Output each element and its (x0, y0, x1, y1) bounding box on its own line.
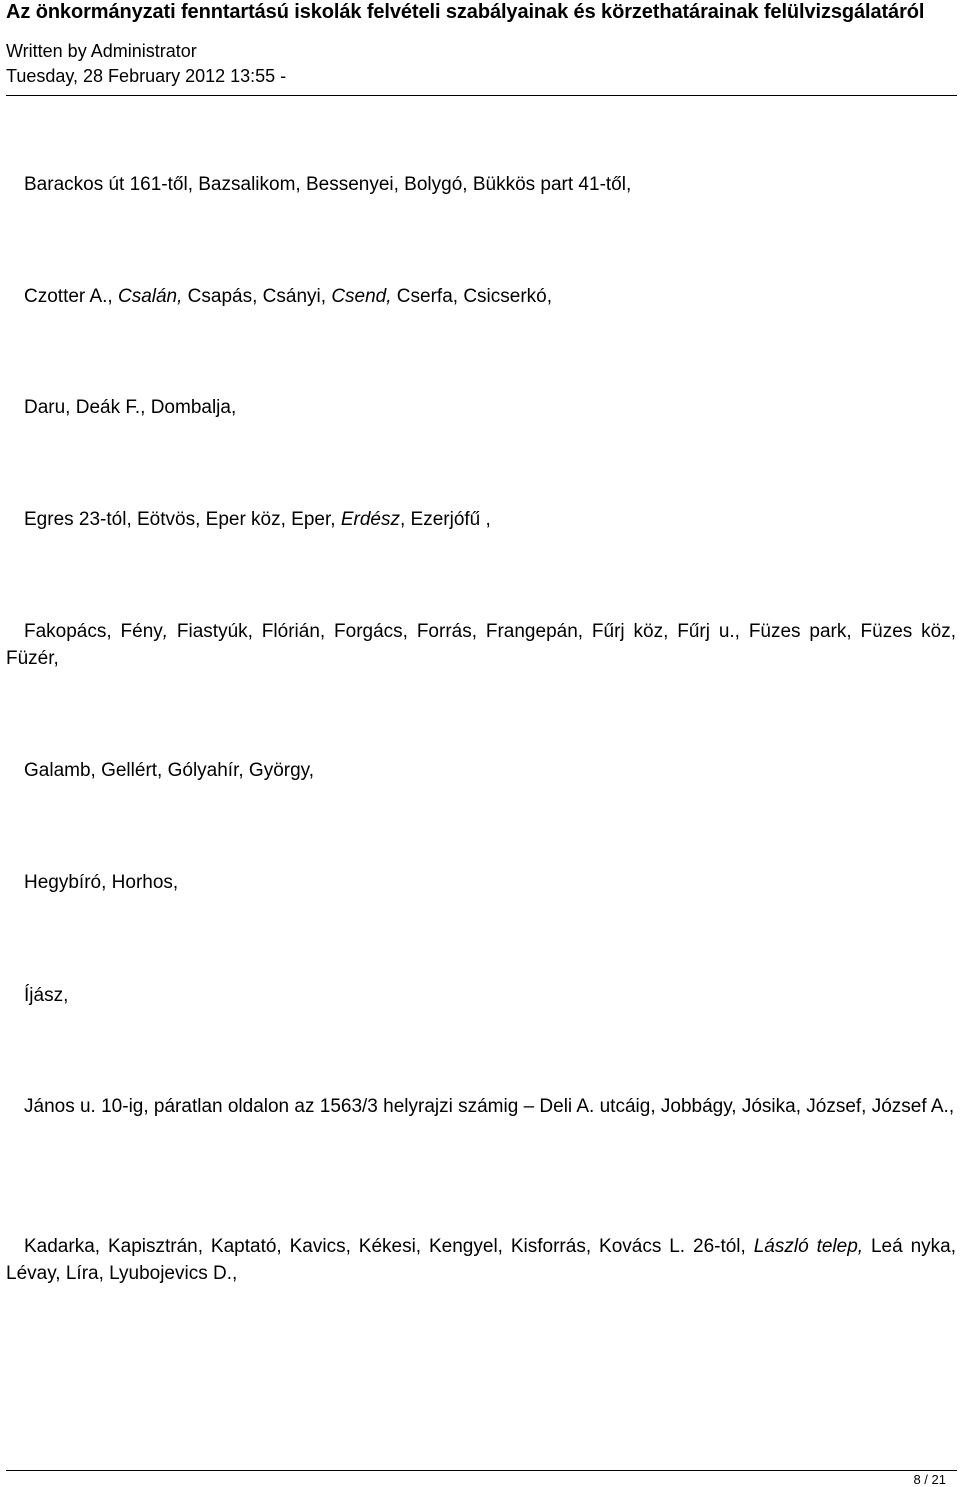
footer-divider (6, 1470, 957, 1471)
paragraph-f-streets: Fakopács, Fény, Fiastyúk, Flórián, Forgács, Forrás, Frangepán, Fűrj köz, Fűrj u., Füzes park, Füzes köz, Füzér, (6, 621, 956, 669)
header-divider (6, 95, 957, 96)
paragraph-c-streets: Czotter A., Csalán, Csapás, Csányi, Csend, Cserfa, Csicserkó, (24, 286, 552, 307)
date-line: Tuesday, 28 February 2012 13:55 - (6, 66, 287, 86)
document-header (6, 0, 956, 89)
paragraph-h-streets: Hegybíró, Horhos, (24, 872, 179, 893)
paragraph-g-streets: Galamb, Gellért, Gólyahír, György, (24, 760, 315, 781)
paragraph-b-streets: Barackos út 161-től, Bazsalikom, Bessenyei, Bolygó, Bükkös part 41-től, (24, 174, 632, 195)
page-number: 8 / 21 (913, 1472, 946, 1487)
paragraph-e-streets: Egres 23-tól, Eötvös, Eper köz, Eper, Erdész, Ezerjófű , (24, 509, 491, 530)
paragraph-i-streets: Íjász, (24, 985, 69, 1006)
paragraph-d-streets: Daru, Deák F., Dombalja, (24, 397, 237, 418)
paragraph-k-l-streets: Kadarka, Kapisztrán, Kaptató, Kavics, Kékesi, Kengyel, Kisforrás, Kovács L. 26-tól, László telep, Leá nyka, Lévay, Líra, Lyubojevics D., (6, 1236, 957, 1284)
document-title: Az önkormányzati fenntartású iskolák felvételi szabályainak és körzethatárainak felülvizsgálatáról (6, 1, 925, 23)
paragraph-j-streets: János u. 10-ig, páratlan oldalon az 1563/3 helyrajzi számig – Deli A. utcáig, Jobbágy, Jósika, József, József A., (24, 1096, 955, 1117)
author-line: Written by Administrator (6, 41, 197, 61)
